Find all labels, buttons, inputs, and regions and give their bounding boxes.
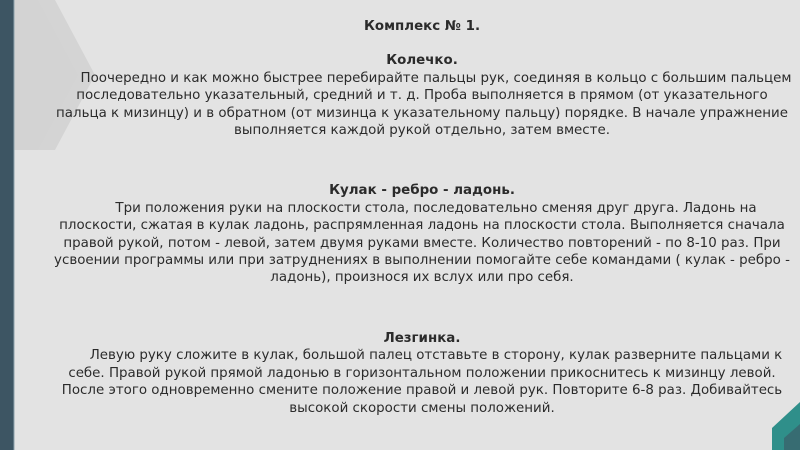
exercise-description: Три положения руки на плоскости стола, последовательно сменяя друг друга. Ладонь на плоскости, сжатая в кулак ладонь, распрямленная ладонь на плоскости стола. Выполняется сначала правой рукой, потом - левой, затем двумя руками вместе. Количество повторений - по 8-10 раз. При усвоении программы или при затруднениях в выполнении помогайте себе командами ( кулак - ребро - ладонь), произнося их вслух или про себя.: [54, 200, 790, 286]
exercise-ring: [52, 52, 792, 139]
exercise-fist-edge-palm: [52, 182, 792, 286]
exercise-description: Левую руку сложите в кулак, большой палец отставьте в сторону, кулак разверните пальцами к себе. Правой рукой прямой ладонью в горизонтальном положении прикоснитесь к мизинцу левой. После этого одновременно смените положение правой и левой рук. Повторите 6-8 раз. Добивайтесь высокой скорости смены положений.: [61, 348, 783, 416]
exercise-heading: Лезгинка.: [383, 330, 461, 346]
slide-content: [52, 18, 792, 417]
left-edge-band: [0, 0, 14, 450]
exercise-heading: Кулак - ребро - ладонь.: [329, 183, 515, 199]
exercise-heading: Колечко.: [386, 53, 458, 69]
exercise-lezginka: [52, 330, 792, 417]
slide-title: Комплекс № 1.: [363, 19, 481, 34]
exercise-description: Поочередно и как можно быстрее перебирайте пальцы рук, соединяя в кольцо с большим пальцем последовательно указательный, средний и т. д. Проба выполняется в прямом (от указательного пальца к мизинцу) и в обратном (от мизинца к указательному пальцу) порядке. В начале упражнение выполняется каждой рукой отдельно, затем вместе.: [56, 70, 792, 139]
